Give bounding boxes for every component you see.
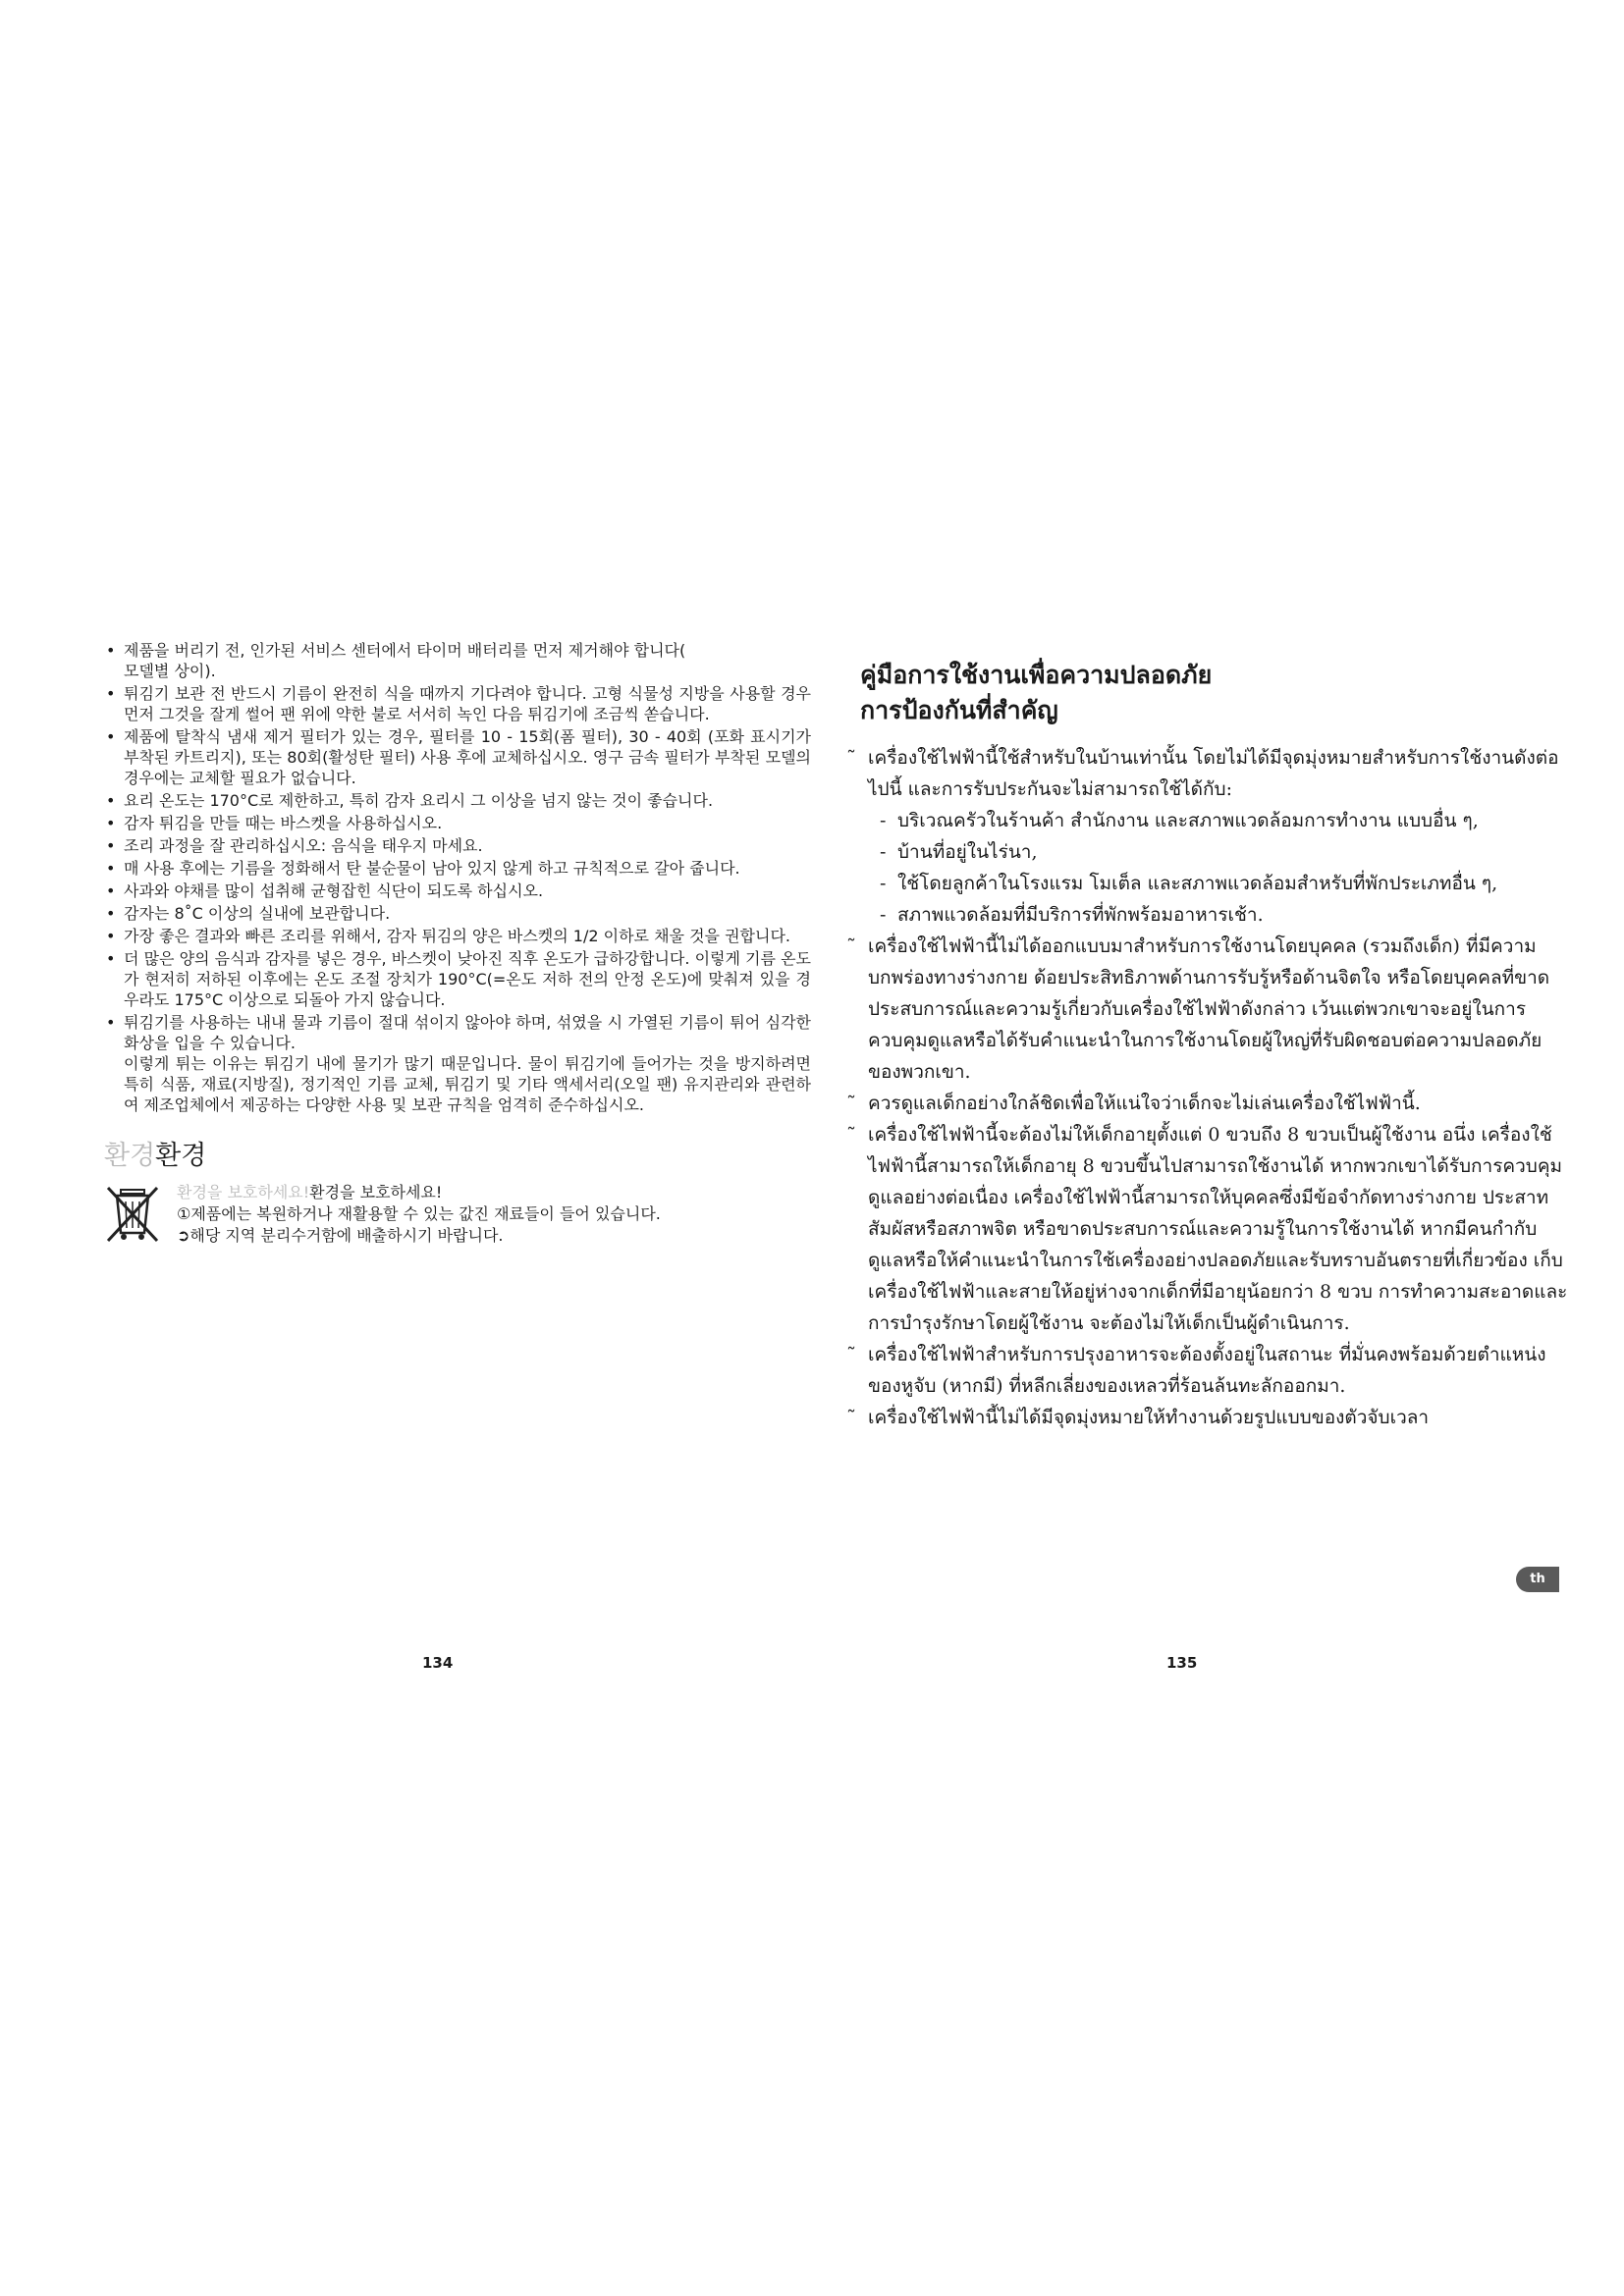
language-tab: th [1516, 1567, 1559, 1592]
list-item: ˜ เครื่องใช้ไฟฟ้านี้ใช้สำหรับในบ้านเท่านั้น โดยไม่ได้มีจุดมุ่งหมายสำหรับการใช้งานดังต่อไปนี้ และการรับประกันจะไม่สามารถใช้ได้กับ: - บริเวณครัวในร้านค้า สำนักงาน และสภาพแวดล้อมการทำงาน แบบอื่น ๆ, - บ้านที่อยู่ในไร่นา, - ใช้โดยลูกค้าในโรงแรม โมเต็ล และสภาพแวดล้อมสำหรับที่พักประเภทอื่น ๆ, - สภาพแวดล้อมที่มีบริการที่พักพร้อมอาหารเช้า. [846, 742, 1568, 931]
thai-safety-list [846, 742, 1568, 1433]
list-item: - สภาพแวดล้อมที่มีบริการที่พักพร้อมอาหารเช้า. [880, 904, 1264, 926]
list-item: • 감자 튀김을 만들 때는 바스켓을 사용하십시오. [106, 814, 443, 832]
list-item: ˜ เครื่องใช้ไฟฟ้านี้จะต้องไม่ให้เด็กอายุตั้งแต่ 0 ขวบถึง 8 ขวบเป็นผู้ใช้งาน อนึ่ง เครื่องใช้ไฟฟ้านี้สามารถให้เด็กอายุ 8 ขวบขึ้นไปสามารถใช้งานได้ หากพวกเขาได้รับการควบคุมดูแลอย่างต่อเนื่อง เครื่องใช้ไฟฟ้านี้สามารถให้บุคคลซึ่งมีข้อจำกัดทางร่างกาย ประสาทสัมผัสหรือสภาพจิต หรือขาดประสบการณ์และความรู้ในการใช้งานได้ หากมีคนกำกับดูแลหรือให้คำแนะนำในการใช้เครื่องอย่างปลอดภัยและรับทราบอันตรายที่เกี่ยวข้อง เก็บเครื่องใช้ไฟฟ้าและสายให้อยู่ห่างจากเด็กที่มีอายุน้อยกว่า 8 ขวบ การทำความสะอาดและการบำรุงรักษาโดยผู้ใช้งาน จะต้องไม่ให้เด็กเป็นผู้ดำเนินการ. [846, 1123, 1568, 1334]
list-item: • 제품을 버리기 전, 인가된 서비스 센터에서 타이머 배터리를 먼저 제거해야 합니다( 모델별 상이). [106, 641, 686, 680]
list-item: ˜ เครื่องใช้ไฟฟ้านี้ไม่ได้ออกแบบมาสำหรับการใช้งานโดยบุคคล (รวมถึงเด็ก) ที่มีความบกพร่องทางร่างกาย ด้อยประสิทธิภาพด้านการรับรู้หรือด้านจิตใจ หรือโดยบุคคลที่ขาดประสบการณ์และความรู้เกี่ยวกับเครื่องใช้ไฟฟ้าดังกล่าว เว้นแต่พวกเขาจะอยู่ในการควบคุมดูแลหรือได้รับคำแนะนำในการใช้งานโดยผู้ใหญ่ที่รับผิดชอบต่อความปลอดภัยของพวกเขา. [846, 934, 1550, 1083]
list-item: • 가장 좋은 결과와 빠른 조리를 위해서, 감자 튀김의 양은 바스켓의 1/2 이하로 채울 것을 권합니다. [106, 927, 790, 945]
list-item: • 조리 과정을 잘 관리하십시오: 음식을 태우지 마세요. [106, 836, 483, 855]
crossed-bin-icon [104, 1184, 161, 1245]
page-number-right: 135 [1166, 1654, 1198, 1672]
list-item: - บ้านที่อยู่ในไร่นา, [880, 841, 1038, 863]
list-item: • 튀김기를 사용하는 내내 물과 기름이 절대 섞이지 않아야 하며, 섞였을 시 가열된 기름이 튀어 심각한 화상을 입을 수 있습니다. 이렇게 튀는 이유는 튀김기 내에 물기가 많기 때문입니다. 물이 튀김기에 들어가는 것을 방지하려면 특히 식품, 재료(지방질), 정기적인 기름 교체, 튀김기 및 기타 액세서리(오일 팬) 유지관리와 관련하여 제조업체에서 제공하는 다양한 사용 및 보관 규칙을 엄격히 준수하십시오. [106, 1013, 811, 1114]
korean-tips-list [104, 640, 811, 1115]
thai-title-1: คู่มือการใช้งานเพื่อความปลอดภัย [860, 661, 1213, 689]
thai-title-2: การป้องกันที่สำคัญ [860, 696, 1058, 724]
korean-page [104, 640, 811, 1247]
list-item: • 요리 온도는 170°C로 제한하고, 특히 감자 요리시 그 이상을 넘지 않는 것이 좋습니다. [106, 791, 714, 810]
list-item: • 튀김기 보관 전 반드시 기름이 완전히 식을 때까지 기다려야 합니다. 고형 식물성 지방을 사용할 경우 먼저 그것을 잘게 썰어 팬 위에 약한 불로 서서히 녹인 다음 튀김기에 조금씩 쏟습니다. [106, 684, 811, 723]
list-item: ˜ ควรดูแลเด็กอย่างใกล้ชิดเพื่อให้แน่ใจว่าเด็กจะไม่เล่นเครื่องใช้ไฟฟ้านี้. [846, 1092, 1421, 1115]
list-item: • 사과와 야채를 많이 섭취해 균형잡힌 식단이 되도록 하십시오. [106, 881, 544, 900]
list-item: • 더 많은 양의 음식과 감자를 넣은 경우, 바스켓이 낮아진 직후 온도가 급하강합니다. 이렇게 기름 온도가 현저히 저하된 이후에는 온도 조절 장치가 190°C(=온도 저하 전의 안정 온도)에 맞춰져 있을 경우라도 175°C 이상으로 되돌아 가지 않습니다. [106, 949, 811, 1009]
thai-page [846, 658, 1568, 1433]
list-item: - บริเวณครัวในร้านค้า สำนักงาน และสภาพแวดล้อมการทำงาน แบบอื่น ๆ, [880, 810, 1479, 831]
environment-section: 환경환경 환경을 보호하세요!환경을 보호하세요! ①제품에는 복원하거나 재활용할 수 있는 값진 재료들이 들어 있습니다. ➲해당 지역 분리수거함에 배출하시기 바랍니다. [104, 1141, 811, 1247]
list-item: ˜ เครื่องใช้ไฟฟ้านี้ไม่ได้มีจุดมุ่งหมายให้ทำงานด้วยรูปแบบของตัวจับเวลา [846, 1406, 1430, 1429]
list-item: - ใช้โดยลูกค้าในโรงแรม โมเต็ล และสภาพแวดล้อมสำหรับที่พักประเภทอื่น ๆ, [880, 873, 1498, 894]
list-item: • 감자는 8˚C 이상의 실내에 보관합니다. [106, 904, 391, 923]
list-item: • 제품에 탈착식 냄새 제거 필터가 있는 경우, 필터를 10 - 15회(폼 필터), 30 - 40회 (포화 표시기가 부착된 카트리지), 또는 80회(활성탄 필터) 사용 후에 교체하십시오. 영구 금속 필터가 부착된 모델의 경우에는 교체할 필요가 없습니다. [106, 727, 811, 787]
list-item: • 매 사용 후에는 기름을 정화해서 탄 불순물이 남아 있지 않게 하고 규칙적으로 갈아 줍니다. [106, 859, 740, 878]
environment-heading: 환경환경 [104, 1141, 207, 1171]
list-item: ˜ เครื่องใช้ไฟฟ้าสำหรับการปรุงอาหารจะต้องตั้งอยู่ในสถานะ ที่มั่นคงพร้อมด้วยตำแหน่งของหูจับ (หากมี) ที่หลีกเลี่ยงของเหลวที่ร้อนล้นทะลักออกมา. [846, 1343, 1546, 1397]
page-number-left: 134 [422, 1654, 454, 1672]
